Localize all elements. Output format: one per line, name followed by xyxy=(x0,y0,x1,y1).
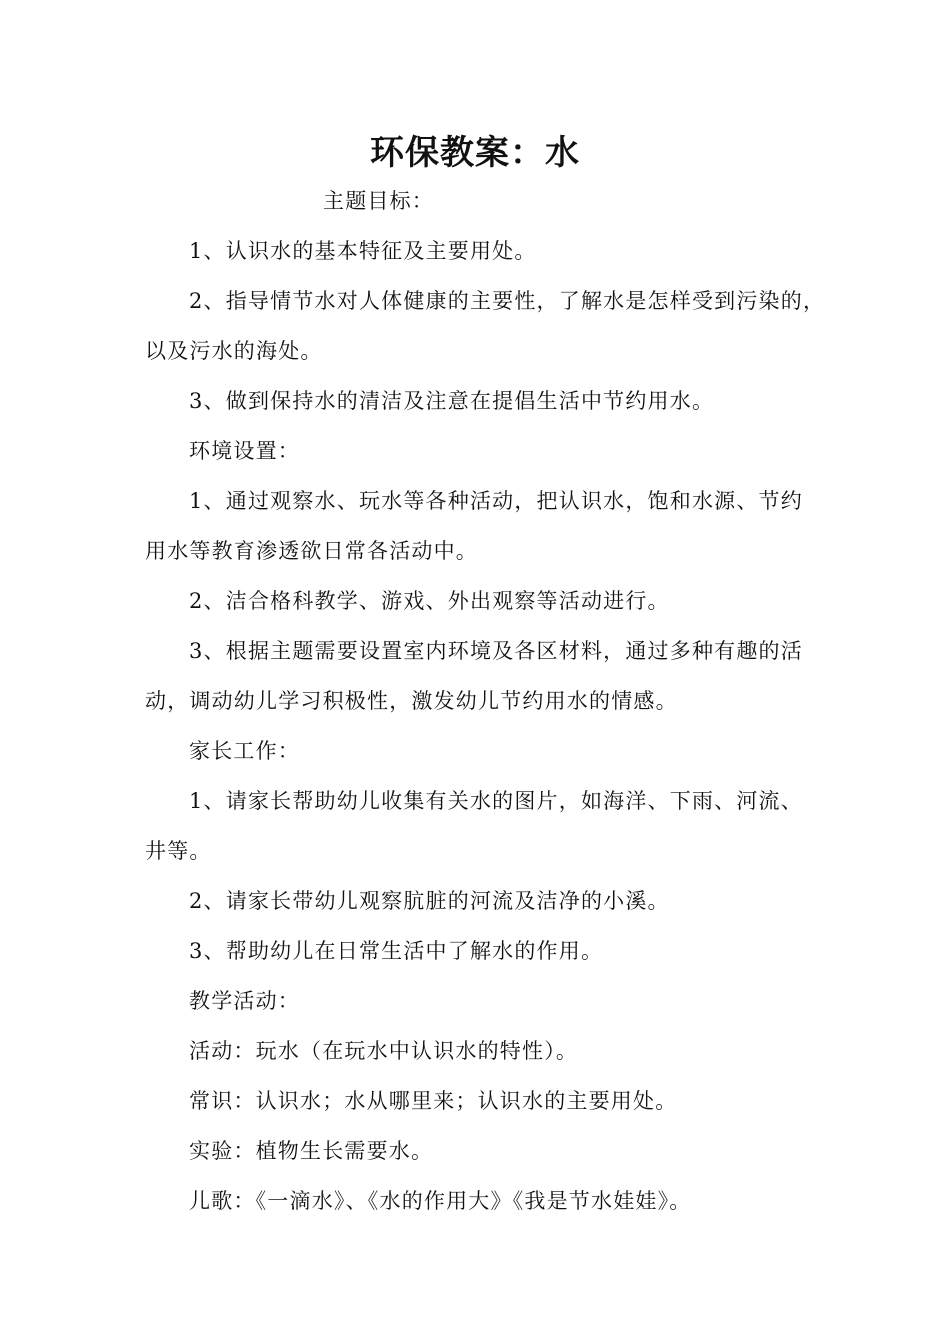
environment-item-1-continued: 用水等教育渗透欲日常各活动中。 xyxy=(145,539,478,563)
teaching-knowledge: 常识：认识水；水从哪里来；认识水的主要用处。 xyxy=(189,1089,678,1113)
environment-item-1: 1、通过观察水、玩水等各种活动，把认识水，饱和水源、节约 xyxy=(189,489,803,513)
parents-item-2: 2、请家长带幼儿观察肮脏的河流及洁净的小溪。 xyxy=(189,889,670,913)
environment-item-3: 3、根据主题需要设置室内环境及各区材料，通过多种有趣的活 xyxy=(189,639,803,663)
goal-item-2-continued: 以及污水的海处。 xyxy=(145,339,323,363)
teaching-rhymes: 儿歌：《一滴水》、《水的作用大》《我是节水娃娃》。 xyxy=(189,1189,692,1213)
goal-item-2: 2、指导情节水对人体健康的主要性，了解水是怎样受到污染的， xyxy=(189,289,826,313)
section-heading-environment: 环境设置： xyxy=(189,439,300,463)
parents-item-3: 3、帮助幼儿在日常生活中了解水的作用。 xyxy=(189,939,604,963)
section-heading-parents: 家长工作： xyxy=(189,739,300,763)
teaching-activity: 活动：玩水（在玩水中认识水的特性）。 xyxy=(189,1039,579,1063)
parents-item-1-continued: 井等。 xyxy=(145,839,212,863)
parents-item-1: 1、请家长帮助幼儿收集有关水的图片，如海洋、下雨、河流、 xyxy=(189,789,803,813)
section-heading-teaching: 教学活动： xyxy=(189,989,300,1013)
teaching-experiment: 实验：植物生长需要水。 xyxy=(189,1139,434,1163)
document-title: 环保教案：水 xyxy=(370,133,580,173)
goal-item-1: 1、认识水的基本特征及主要用处。 xyxy=(189,239,537,263)
goal-item-3: 3、做到保持水的清洁及注意在提倡生活中节约用水。 xyxy=(189,389,715,413)
environment-item-2: 2、洁合格科教学、游戏、外出观察等活动进行。 xyxy=(189,589,670,613)
subtitle-theme-goals: 主题目标： xyxy=(323,189,434,213)
environment-item-3-continued: 动，调动幼儿学习积极性，激发幼儿节约用水的情感。 xyxy=(145,689,678,713)
